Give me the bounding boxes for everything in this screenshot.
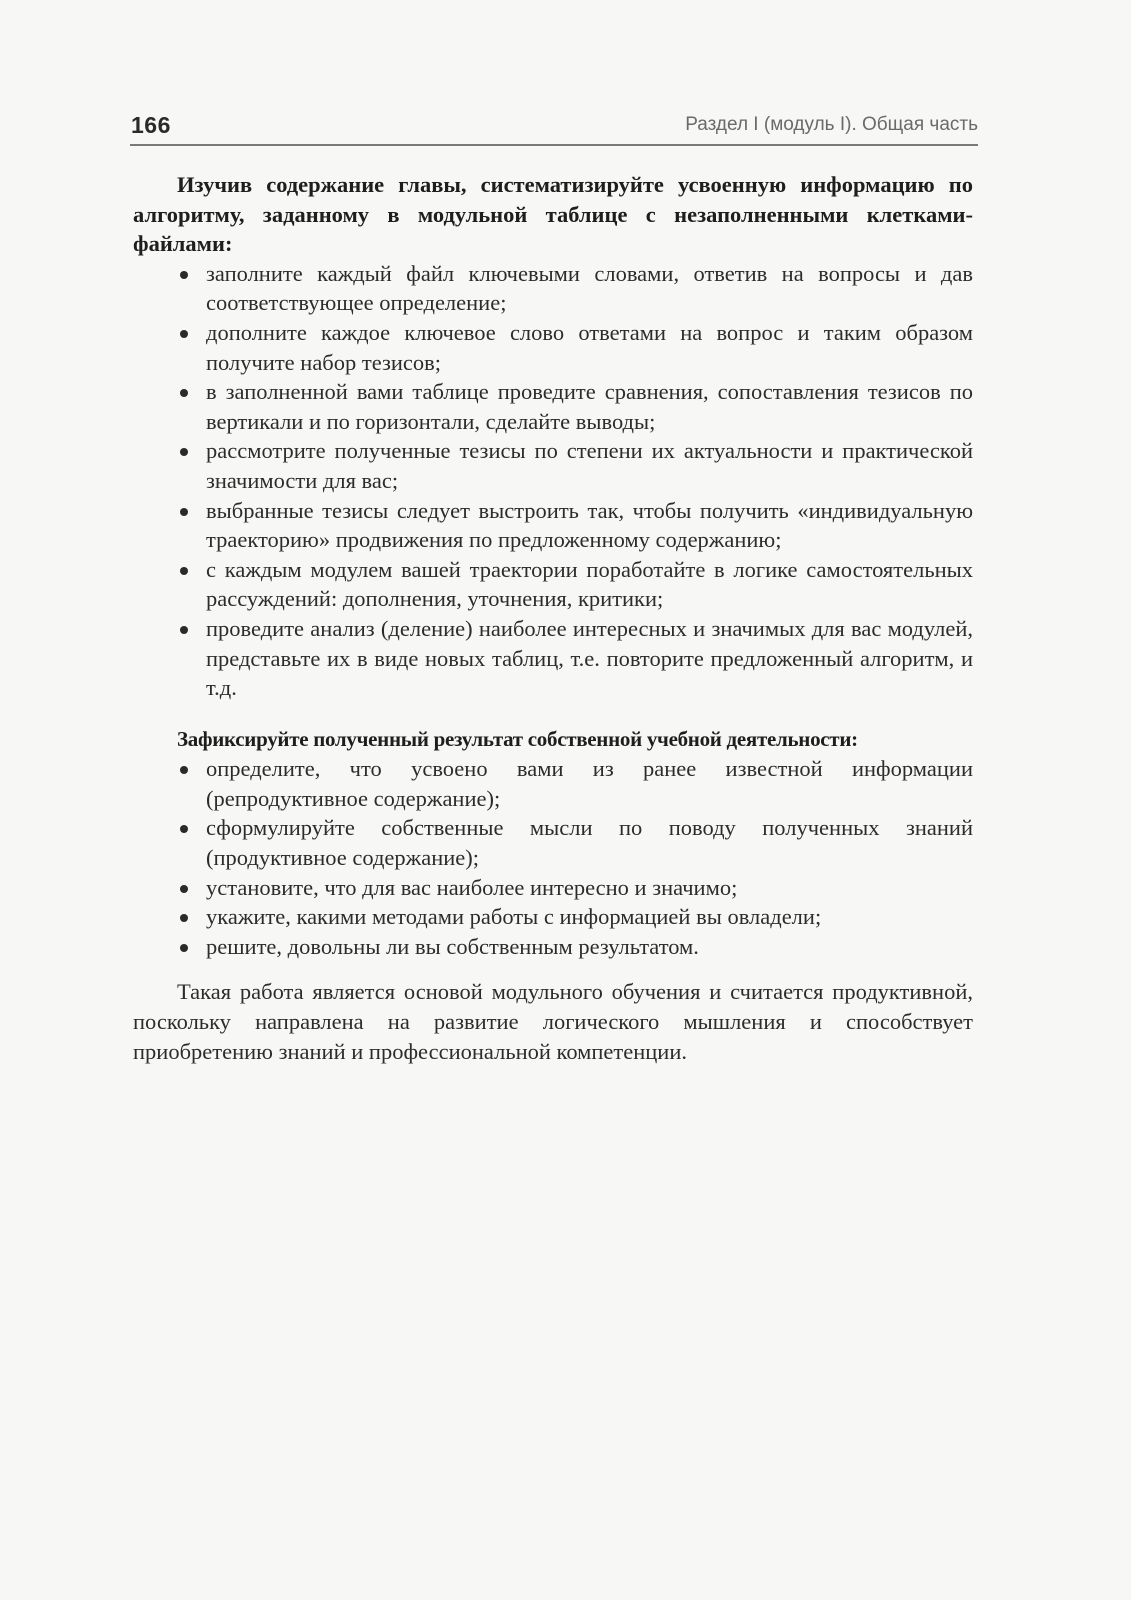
list-item-text: решите, довольны ли вы собственным результатом. bbox=[206, 933, 699, 959]
bullet-icon bbox=[180, 825, 188, 833]
algorithm-steps-list bbox=[133, 259, 973, 703]
list-item bbox=[133, 813, 973, 872]
fix-results-heading: Зафиксируйте полученный результат собственной учебной деятельности: bbox=[177, 726, 858, 751]
bullet-icon bbox=[180, 626, 188, 634]
list-item-text: с каждым модулем вашей траектории поработайте в логике самостоятельных рассуждений: дополнения, уточнения, критики; bbox=[206, 556, 973, 612]
section-title: Раздел I (модуль I). Общая часть bbox=[685, 114, 978, 135]
list-item bbox=[133, 902, 973, 932]
bullet-icon bbox=[180, 885, 188, 893]
list-item bbox=[133, 614, 973, 703]
bullet-icon bbox=[180, 766, 188, 774]
page-body bbox=[133, 170, 973, 1066]
list-item-text: укажите, какими методами работы с информацией вы овладели; bbox=[206, 904, 822, 930]
bullet-icon bbox=[180, 567, 188, 575]
page-number: 166 bbox=[131, 112, 171, 138]
list-item-text: выбранные тезисы следует выстроить так, чтобы получить «индивидуальную траекторию» продвижения по предложенному содержанию; bbox=[206, 497, 973, 553]
list-item bbox=[133, 932, 973, 962]
list-item-text: в заполненной вами таблице проведите сравнения, сопоставления тезисов по вертикали и по горизонтали, сделайте выводы; bbox=[206, 379, 973, 434]
list-item-text: проведите анализ (деление) наиболее интересных и значимых для вас модулей, представьте их в виде новых таблиц, т.е. повторите предложенный алгоритм, и т.д. bbox=[206, 615, 973, 701]
fix-results-list bbox=[133, 754, 973, 961]
list-item-text: установите, что для вас наиболее интересно и значимо; bbox=[206, 874, 738, 900]
bullet-icon bbox=[180, 330, 188, 338]
conclusion-paragraph: Такая работа является основой модульного обучения и считается продуктивной, поскольку направлена на развитие логического мышления и способствует приобретению знаний и профессиональной компетенции. bbox=[133, 979, 973, 1064]
bullet-icon bbox=[180, 914, 188, 922]
list-item-text: определите, что усвоено вами из ранее известной информации (репродуктивное содержание); bbox=[206, 756, 973, 811]
list-item bbox=[133, 555, 973, 614]
list-item bbox=[133, 754, 973, 813]
list-item bbox=[133, 436, 973, 495]
list-item-text: дополните каждое ключевое слово ответами на вопрос и таким образом получите набор тезисов; bbox=[206, 319, 973, 375]
list-item bbox=[133, 259, 973, 318]
intro-paragraph: Изучив содержание главы, систематизируйте усвоенную информацию по алгоритму, заданному в модульной таблице с незаполненными клетками-файлами: bbox=[133, 172, 973, 257]
bullet-icon bbox=[180, 389, 188, 397]
list-item-text: рассмотрите полученные тезисы по степени их актуальности и практической значимости для вас; bbox=[206, 438, 973, 493]
list-item-text: сформулируйте собственные мысли по поводу полученных знаний (продуктивное содержание); bbox=[206, 815, 973, 871]
list-item bbox=[133, 377, 973, 436]
list-item bbox=[133, 318, 973, 377]
bullet-icon bbox=[180, 508, 188, 516]
bullet-icon bbox=[180, 448, 188, 456]
list-item bbox=[133, 873, 973, 903]
running-head bbox=[130, 108, 978, 146]
bullet-icon bbox=[180, 944, 188, 952]
list-item bbox=[133, 496, 973, 555]
bullet-icon bbox=[180, 271, 188, 279]
list-item-text: заполните каждый файл ключевыми словами, ответив на вопросы и дав соответствующее определение; bbox=[206, 260, 973, 316]
